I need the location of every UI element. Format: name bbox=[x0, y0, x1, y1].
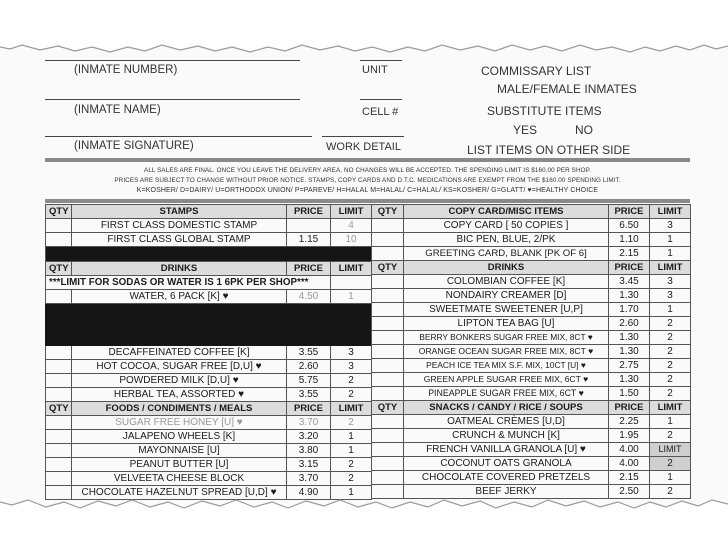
item-desc: GREETING CARD, BLANK [PK OF 6] bbox=[404, 247, 609, 261]
table-row bbox=[372, 275, 691, 289]
table-row bbox=[46, 233, 372, 247]
qty-cell[interactable] bbox=[46, 346, 72, 360]
table-row bbox=[372, 331, 691, 345]
item-desc: OATMEAL CRÈMES [U,D] bbox=[404, 415, 609, 429]
item-limit: 2 bbox=[331, 374, 372, 388]
qty-header: QTY bbox=[372, 261, 404, 275]
cell-line bbox=[360, 99, 402, 100]
item-desc: FIRST CLASS DOMESTIC STAMP bbox=[72, 219, 287, 233]
item-desc: MAYONNAISE [U] bbox=[72, 444, 287, 458]
table-row bbox=[46, 346, 372, 360]
item-desc: COLOMBIAN COFFEE [K] bbox=[404, 275, 609, 289]
item-desc: HOT COCOA, SUGAR FREE [D,U] ♥ bbox=[72, 360, 287, 374]
left-items-table bbox=[45, 204, 372, 500]
item-price: 3.20 bbox=[287, 430, 331, 444]
item-desc: BEEF JERKY bbox=[404, 485, 609, 499]
item-limit: 3 bbox=[331, 346, 372, 360]
notice-final-sales: ALL SALES ARE FINAL. ONCE YOU LEAVE THE DELIVERY AREA, NO CHANGES WILL BE ACCEPTED. THE SPENDING LIMIT IS $160.00 PER SHOP. bbox=[144, 167, 591, 174]
item-limit: 3 bbox=[650, 219, 691, 233]
qty-cell[interactable] bbox=[372, 373, 404, 387]
item-limit: 1 bbox=[331, 444, 372, 458]
qty-cell[interactable] bbox=[372, 289, 404, 303]
limit-header: LIMIT bbox=[650, 205, 691, 219]
item-desc: CRUNCH & MUNCH [K] bbox=[404, 429, 609, 443]
item-price: 1.15 bbox=[287, 233, 331, 247]
item-price: 3.70 bbox=[287, 416, 331, 430]
table-row bbox=[46, 388, 372, 402]
redacted-row bbox=[46, 247, 372, 262]
item-price: 2.50 bbox=[609, 485, 650, 499]
item-limit: 1 bbox=[331, 430, 372, 444]
item-price: 3.55 bbox=[287, 388, 331, 402]
item-desc: COCONUT OATS GRANOLA bbox=[404, 457, 609, 471]
table-row bbox=[372, 471, 691, 485]
table-row bbox=[372, 373, 691, 387]
item-price: 3.15 bbox=[287, 458, 331, 472]
drinks-header-row bbox=[372, 261, 691, 275]
item-desc: PEACH ICE TEA MIX S.F. MIX, 10CT [U] ♥ bbox=[404, 359, 609, 373]
table-row bbox=[372, 247, 691, 261]
limit-header: LIMIT bbox=[331, 262, 372, 276]
item-limit: 1 bbox=[331, 290, 372, 304]
qty-cell[interactable] bbox=[46, 219, 72, 233]
price-header: PRICE bbox=[609, 261, 650, 275]
section-header-copy: COPY CARD/MISC ITEMS bbox=[404, 205, 609, 219]
table-row bbox=[46, 416, 372, 430]
table-row bbox=[372, 359, 691, 373]
inmate-name-label: (INMATE NAME) bbox=[74, 104, 161, 116]
snacks-header-row bbox=[372, 401, 691, 415]
item-price: 6.50 bbox=[609, 219, 650, 233]
section-header-drinks: DRINKS bbox=[404, 261, 609, 275]
qty-header: QTY bbox=[46, 205, 72, 219]
limit-cell bbox=[331, 276, 372, 290]
table-row bbox=[372, 289, 691, 303]
table-row bbox=[372, 429, 691, 443]
item-desc: SUGAR FREE HONEY [U] ♥ bbox=[72, 416, 287, 430]
qty-cell[interactable] bbox=[372, 345, 404, 359]
qty-cell[interactable] bbox=[372, 471, 404, 485]
inmate-signature-label: (INMATE SIGNATURE) bbox=[74, 140, 194, 152]
notice-divider bbox=[45, 199, 690, 203]
foods-header-row bbox=[46, 402, 372, 416]
item-limit: 2 bbox=[650, 373, 691, 387]
redacted-row bbox=[46, 304, 372, 346]
item-limit: 10 bbox=[331, 233, 372, 247]
table-row bbox=[46, 374, 372, 388]
item-limit: 2 bbox=[650, 387, 691, 401]
item-limit: 1 bbox=[650, 303, 691, 317]
item-limit: 2 bbox=[331, 472, 372, 486]
price-header: PRICE bbox=[287, 402, 331, 416]
section-header-stamps: STAMPS bbox=[72, 205, 287, 219]
item-price: 1.30 bbox=[609, 289, 650, 303]
item-price: 4.00 bbox=[609, 457, 650, 471]
list-title: COMMISSARY LIST bbox=[481, 64, 592, 78]
table-row bbox=[372, 415, 691, 429]
price-header: PRICE bbox=[287, 262, 331, 276]
section-header-snacks: SNACKS / CANDY / RICE / SOUPS bbox=[404, 401, 609, 415]
qty-cell[interactable] bbox=[372, 219, 404, 233]
price-header: PRICE bbox=[609, 401, 650, 415]
table-row bbox=[372, 457, 691, 471]
qty-cell[interactable] bbox=[372, 317, 404, 331]
work-detail-label: WORK DETAIL bbox=[326, 141, 401, 153]
item-desc: SWEETMATE SWEETENER [U,P] bbox=[404, 303, 609, 317]
sodas-limit-note: ***LIMIT FOR SODAS OR WATER IS 1 6PK PER SHOP*** bbox=[46, 276, 331, 290]
qty-header: QTY bbox=[46, 402, 72, 416]
item-desc: GREEN APPLE SUGAR FREE MIX, 6CT ♥ bbox=[404, 373, 609, 387]
limit-header: LIMIT bbox=[650, 401, 691, 415]
inmate-signature-line bbox=[45, 136, 312, 137]
item-price: 3.80 bbox=[287, 444, 331, 458]
table-row bbox=[46, 444, 372, 458]
qty-cell[interactable] bbox=[46, 444, 72, 458]
item-price: 1.30 bbox=[609, 345, 650, 359]
item-limit: 3 bbox=[331, 360, 372, 374]
section-header-foods: FOODS / CONDIMENTS / MEALS bbox=[72, 402, 287, 416]
table-row bbox=[46, 219, 372, 233]
qty-header: QTY bbox=[46, 262, 72, 276]
table-row bbox=[46, 430, 372, 444]
qty-cell[interactable] bbox=[372, 247, 404, 261]
item-desc: NONDAIRY CREAMER [D] bbox=[404, 289, 609, 303]
price-header: PRICE bbox=[287, 205, 331, 219]
item-price: 4.00 bbox=[609, 443, 650, 457]
item-desc: CHOCOLATE HAZELNUT SPREAD [U,D] ♥ bbox=[72, 486, 287, 500]
cell-label: CELL # bbox=[362, 106, 399, 118]
item-price: 3.55 bbox=[287, 346, 331, 360]
item-desc: CHOCOLATE COVERED PRETZELS bbox=[404, 471, 609, 485]
table-row bbox=[46, 290, 372, 304]
right-items-table bbox=[371, 204, 691, 499]
qty-cell[interactable] bbox=[372, 233, 404, 247]
stamps-header-row bbox=[46, 205, 372, 219]
item-desc: BERRY BONKERS SUGAR FREE MIX, 8CT ♥ bbox=[404, 331, 609, 345]
item-limit: 1 bbox=[650, 233, 691, 247]
item-desc: LIPTON TEA BAG [U] bbox=[404, 317, 609, 331]
redaction-bar bbox=[46, 247, 372, 262]
copy-header-row bbox=[372, 205, 691, 219]
item-desc: WATER, 6 PACK [K] ♥ bbox=[72, 290, 287, 304]
item-price: 1.10 bbox=[609, 233, 650, 247]
item-limit: 2 bbox=[650, 359, 691, 373]
qty-cell[interactable] bbox=[46, 290, 72, 304]
section-header-drinks: DRINKS bbox=[72, 262, 287, 276]
qty-cell[interactable] bbox=[46, 458, 72, 472]
item-price: 1.30 bbox=[609, 373, 650, 387]
item-limit: 4 bbox=[331, 219, 372, 233]
qty-cell[interactable] bbox=[372, 303, 404, 317]
table-row bbox=[46, 360, 372, 374]
sodas-limit-row bbox=[46, 276, 372, 290]
item-limit: LIMIT bbox=[650, 443, 691, 457]
qty-cell[interactable] bbox=[46, 472, 72, 486]
qty-cell[interactable] bbox=[46, 233, 72, 247]
item-price: 4.90 bbox=[287, 486, 331, 500]
item-price: 2.60 bbox=[287, 360, 331, 374]
table-row bbox=[46, 472, 372, 486]
item-price: 3.70 bbox=[287, 472, 331, 486]
notice-legend: K=KOSHER/ D=DAIRY/ U=ORTHODOX UNION/ P=PAREVE/ H=HALAL M=HALAL/ C=HALAL/ KS=KOSHER/ G=GLATT/ ♥=HEALTHY CHOICE bbox=[136, 187, 599, 194]
item-limit: 1 bbox=[331, 486, 372, 500]
qty-cell[interactable] bbox=[372, 457, 404, 471]
item-limit: 3 bbox=[650, 275, 691, 289]
item-desc: PINEAPPLE SUGAR FREE MIX, 6CT ♥ bbox=[404, 387, 609, 401]
item-price: 1.30 bbox=[609, 331, 650, 345]
item-limit: 2 bbox=[650, 317, 691, 331]
table-row bbox=[372, 233, 691, 247]
table-row bbox=[372, 317, 691, 331]
qty-cell[interactable] bbox=[46, 374, 72, 388]
item-limit: 1 bbox=[650, 247, 691, 261]
item-limit: 2 bbox=[650, 485, 691, 499]
qty-cell[interactable] bbox=[372, 331, 404, 345]
notice-prices: PRICES ARE SUBJECT TO CHANGE WITHOUT PRIOR NOTICE. STAMPS, COPY CARDS AND D.T.C. MEDICATIONS ARE EXEMPT FROM THE $160.00 SPENDING LIMIT. bbox=[114, 177, 621, 184]
item-limit: 2 bbox=[331, 458, 372, 472]
table-row bbox=[372, 303, 691, 317]
item-price: 4.50 bbox=[287, 290, 331, 304]
qty-cell[interactable] bbox=[372, 359, 404, 373]
qty-header: QTY bbox=[372, 401, 404, 415]
limit-header: LIMIT bbox=[331, 205, 372, 219]
item-price: 2.25 bbox=[609, 415, 650, 429]
item-price: 2.75 bbox=[609, 359, 650, 373]
substitute-label: SUBSTITUTE ITEMS bbox=[487, 104, 602, 118]
torn-edge-bottom bbox=[0, 494, 728, 546]
item-desc: BIC PEN, BLUE, 2/PK bbox=[404, 233, 609, 247]
item-limit: 2 bbox=[650, 457, 691, 471]
item-price: 1.50 bbox=[609, 387, 650, 401]
item-price: 2.15 bbox=[609, 471, 650, 485]
qty-header: QTY bbox=[372, 205, 404, 219]
inmate-name-line bbox=[45, 99, 300, 100]
item-desc: FRENCH VANILLA GRANOLA [U] ♥ bbox=[404, 443, 609, 457]
drinks-header-row bbox=[46, 262, 372, 276]
table-row bbox=[372, 387, 691, 401]
item-price: 2.60 bbox=[609, 317, 650, 331]
substitute-yes[interactable]: YES bbox=[513, 123, 538, 137]
item-desc: POWDERED MILK [D,U] ♥ bbox=[72, 374, 287, 388]
qty-cell[interactable] bbox=[46, 388, 72, 402]
table-row bbox=[372, 443, 691, 457]
qty-cell[interactable] bbox=[372, 387, 404, 401]
item-limit: 2 bbox=[650, 429, 691, 443]
item-price: 3.45 bbox=[609, 275, 650, 289]
item-limit: 1 bbox=[650, 415, 691, 429]
limit-header: LIMIT bbox=[650, 261, 691, 275]
item-limit: 3 bbox=[650, 289, 691, 303]
qty-cell[interactable] bbox=[46, 416, 72, 430]
unit-label: UNIT bbox=[362, 64, 388, 76]
qty-cell[interactable] bbox=[372, 429, 404, 443]
item-desc: ORANGE OCEAN SUGAR FREE MIX, 8CT ♥ bbox=[404, 345, 609, 359]
header-divider bbox=[45, 158, 690, 162]
item-desc: HERBAL TEA, ASSORTED ♥ bbox=[72, 388, 287, 402]
qty-cell[interactable] bbox=[46, 360, 72, 374]
item-desc: FIRST CLASS GLOBAL STAMP bbox=[72, 233, 287, 247]
table-row bbox=[372, 219, 691, 233]
other-side-note: LIST ITEMS ON OTHER SIDE bbox=[467, 143, 631, 157]
item-desc: COPY CARD [ 50 COPIES ] bbox=[404, 219, 609, 233]
item-limit: 2 bbox=[650, 331, 691, 345]
item-price: 2.15 bbox=[609, 247, 650, 261]
item-limit: 1 bbox=[650, 471, 691, 485]
substitute-no[interactable]: NO bbox=[575, 123, 593, 137]
torn-edge-top bbox=[0, 0, 728, 62]
item-desc: JALAPENO WHEELS [K] bbox=[72, 430, 287, 444]
qty-cell[interactable] bbox=[372, 415, 404, 429]
price-header: PRICE bbox=[609, 205, 650, 219]
item-limit: 2 bbox=[650, 345, 691, 359]
list-subtitle: MALE/FEMALE INMATES bbox=[497, 82, 637, 96]
table-row bbox=[372, 345, 691, 359]
work-detail-line bbox=[322, 136, 404, 137]
inmate-number-label: (INMATE NUMBER) bbox=[74, 64, 178, 76]
item-price: 1.95 bbox=[609, 429, 650, 443]
item-price bbox=[287, 219, 331, 233]
limit-header: LIMIT bbox=[331, 402, 372, 416]
item-desc: DECAFFEINATED COFFEE [K] bbox=[72, 346, 287, 360]
item-desc: PEANUT BUTTER [U] bbox=[72, 458, 287, 472]
item-price: 1.70 bbox=[609, 303, 650, 317]
table-row bbox=[46, 458, 372, 472]
qty-cell[interactable] bbox=[372, 275, 404, 289]
item-price: 5.75 bbox=[287, 374, 331, 388]
item-limit: 2 bbox=[331, 416, 372, 430]
item-limit: 2 bbox=[331, 388, 372, 402]
qty-cell[interactable] bbox=[46, 430, 72, 444]
redaction-block bbox=[46, 304, 372, 346]
item-desc: VELVEETA CHEESE BLOCK bbox=[72, 472, 287, 486]
qty-cell[interactable] bbox=[372, 443, 404, 457]
